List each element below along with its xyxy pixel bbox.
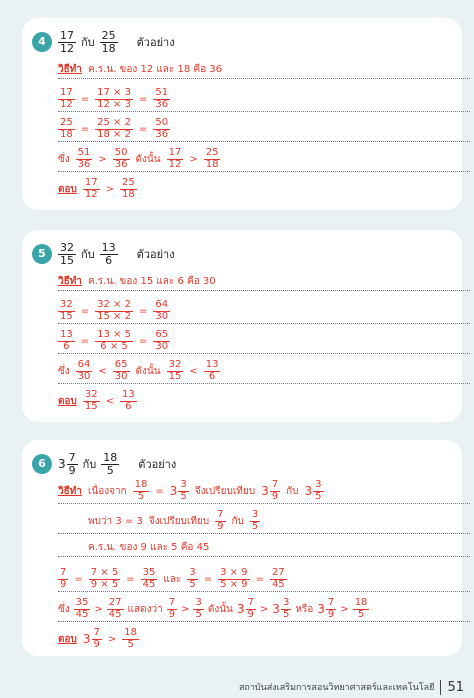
- publisher-name: สถาบันส่งเสริมการสอนวิทยาศาสตร์และเทคโนโลยี: [238, 683, 435, 693]
- problem-number-badge: 4: [32, 32, 52, 52]
- answer-line: ตอบ $\frac{32}{15}$ < $\frac{13}{6}$: [58, 389, 135, 412]
- work-line: ค.ร.น. ของ 9 และ 5 คือ 45: [58, 540, 470, 557]
- problem-question: $\frac{32}{15}$ กับ $\frac{13}{6}$ ตัวอย่าง: [60, 241, 175, 267]
- answer-label: ตอบ: [58, 183, 77, 195]
- page-footer: [0, 676, 474, 698]
- problem-question: 3 $\frac{7}{9}$ กับ $\frac{18}{5}$ ตัวอย่าง: [58, 451, 177, 477]
- work-line: $\frac{13}{6}$ = $\frac{13 \times 5}{6 \times 5}$ = $\frac{65}{30}$: [58, 330, 470, 354]
- work-line: $\frac{25}{18}$ = $\frac{25 \times 2}{18 \times 2}$ = $\frac{50}{36}$: [58, 118, 470, 142]
- work-line: $\frac{17}{12}$ = $\frac{17 \times 3}{12 \times 3}$ = $\frac{51}{36}$: [58, 88, 470, 112]
- problem-card-4: [22, 18, 462, 210]
- work-line: $\frac{32}{15}$ = $\frac{32 \times 2}{15 \times 2}$ = $\frac{64}{30}$: [58, 300, 470, 324]
- fraction: $\frac{17}{12}$: [60, 29, 74, 55]
- with-word: กับ: [81, 36, 95, 50]
- work-line: ซึ่ง $\frac{35}{45}$ > $\frac{27}{45}$ แสดงว่า $\frac{7}{9}$ > $\frac{3}{5}$ ดังนั้น 3 $\frac{7}{9}$ > 3 $\frac{3}{5}$ หรือ 3 $\frac{7}{9}$ > $\frac{18}{5}$: [58, 598, 470, 622]
- example-label: ตัวอย่าง: [136, 36, 175, 50]
- problem-card-6: [22, 440, 462, 656]
- problem-number-badge: 6: [32, 454, 52, 474]
- work-line: พบว่า 3 = 3 จึงเปรียบเทียบ $\frac{7}{9}$ กับ $\frac{3}{5}$: [58, 510, 470, 534]
- work-line: ซึ่ง $\frac{51}{36}$ > $\frac{50}{36}$ ดังนั้น $\frac{17}{12}$ > $\frac{25}{18}$: [58, 148, 470, 172]
- fraction: $\frac{25}{18}$: [101, 29, 116, 55]
- work-line: วิธีทำ เนื่องจาก $\frac{18}{5}$ = 3 $\frac{3}{5}$ จึงเปรียบเทียบ 3 $\frac{7}{9}$ กับ 3 $\frac{3}{5}$: [58, 480, 470, 504]
- problem-number-badge: 5: [32, 244, 52, 264]
- problem-card-5: [22, 230, 462, 422]
- answer-line: ตอบ $\frac{17}{12}$ > $\frac{25}{18}$: [58, 177, 135, 200]
- work-line: วิธีทำ ค.ร.น. ของ 15 และ 6 คือ 30: [58, 274, 470, 291]
- work-line: $\frac{7}{9}$ = $\frac{7 \times 5}{9 \times 5}$ = $\frac{35}{45}$ และ $\frac{3}{5}$ = $\frac{3 \times 9}{5 \times 9}$ = $\frac{27}{45}$: [58, 568, 470, 592]
- work-line: [58, 62, 470, 79]
- work-line: ซึ่ง $\frac{64}{30}$ < $\frac{65}{30}$ ดังนั้น $\frac{32}{15}$ < $\frac{13}{6}$: [58, 360, 470, 384]
- lcm-text: ค.ร.น. ของ 12 และ 18 คือ 36: [87, 64, 222, 75]
- page-number: 51: [440, 680, 464, 695]
- answer-line: ตอบ 3 $\frac{7}{9}$ > $\frac{18}{5}$: [58, 627, 137, 650]
- problem-question: [58, 30, 175, 54]
- method-label: วิธีทำ: [58, 64, 82, 75]
